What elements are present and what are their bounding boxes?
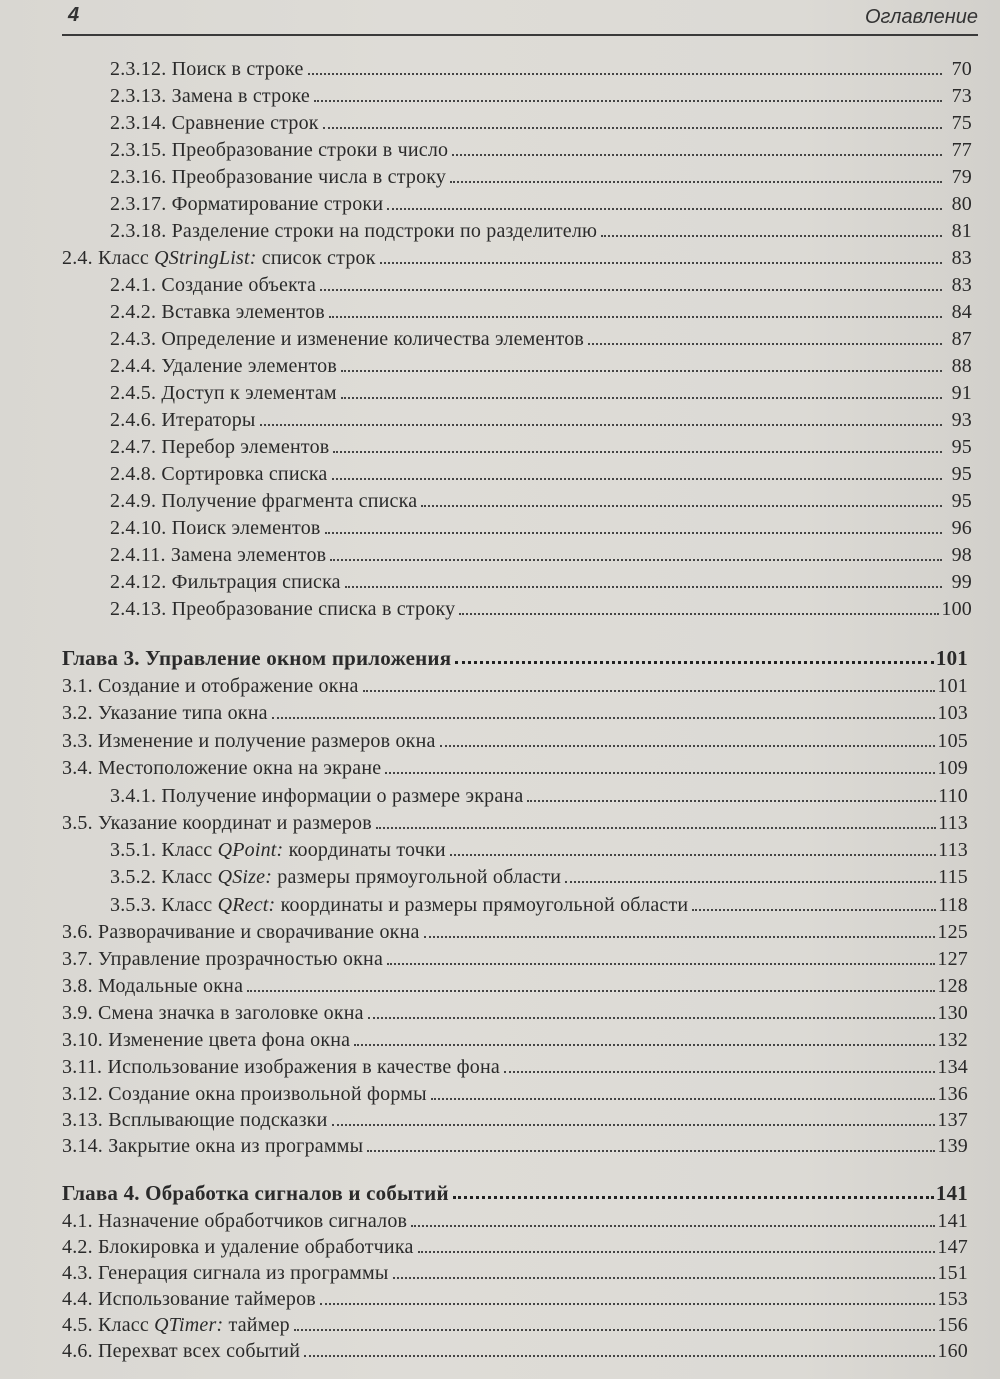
dot-leader — [418, 1251, 936, 1253]
toc-entry-page: 130 — [937, 1002, 968, 1024]
toc-entry-label: 3.1. Создание и отображение окна — [62, 675, 359, 697]
toc-entry-label: 3.14. Закрытие окна из программы — [62, 1135, 364, 1157]
toc-entry — [62, 1258, 968, 1284]
toc-entry-label: 2.4.12. Фильтрация списка — [110, 571, 341, 593]
toc-entry — [110, 540, 972, 566]
toc-entry-page: 118 — [938, 894, 968, 916]
toc-entry-page: 113 — [938, 812, 968, 834]
dot-leader — [393, 1277, 936, 1279]
toc-entry-label: 2.4.7. Перебор элементов — [110, 436, 330, 458]
dot-leader — [260, 424, 942, 426]
dot-leader — [332, 478, 942, 480]
toc-entry-label: 2.4. Класс QStringList: список строк — [62, 247, 376, 269]
toc-entry-label: 3.9. Смена значка в заголовке окна — [62, 1002, 364, 1024]
toc-entry-page: 160 — [937, 1340, 968, 1362]
toc-entry — [62, 1336, 968, 1362]
toc-entry-page: 88 — [951, 355, 972, 377]
toc-entry-page: 141 — [935, 1181, 968, 1205]
dot-leader — [565, 881, 936, 883]
toc-entry — [110, 351, 972, 377]
toc-entry — [110, 162, 972, 188]
toc-entry-label: 2.3.17. Форматирование строки — [110, 193, 384, 215]
toc-entry-label: 3.5. Указание координат и размеров — [62, 812, 372, 834]
toc-entry — [62, 1284, 968, 1310]
toc-entry — [110, 54, 972, 80]
toc-entry — [110, 890, 968, 916]
toc-entry-label: 2.4.13. Преобразование списка в строку — [110, 598, 456, 620]
toc-entry — [62, 1310, 968, 1336]
dot-leader — [341, 397, 942, 399]
toc-entry-label: 3.4.1. Получение информации о размере экрана — [110, 785, 524, 807]
toc-entry-page: 98 — [951, 544, 972, 566]
toc-entry-label: 2.3.15. Преобразование строки в число — [110, 139, 449, 161]
dot-leader — [314, 100, 942, 102]
dot-leader — [304, 1355, 935, 1357]
toc-entry-page: 151 — [937, 1262, 968, 1284]
dot-leader — [455, 661, 934, 664]
toc-entry-page: 127 — [937, 948, 968, 970]
dot-leader — [341, 370, 942, 372]
toc-entry — [110, 81, 972, 107]
toc-entry-label: 4.2. Блокировка и удаление обработчика — [62, 1236, 414, 1258]
dot-leader — [431, 1098, 936, 1100]
dot-leader — [367, 1150, 935, 1152]
toc-entry — [110, 108, 972, 134]
toc-entry — [62, 1105, 968, 1131]
toc-entry-page: 91 — [951, 382, 972, 404]
toc-entry — [110, 378, 972, 404]
toc-entry — [62, 1025, 968, 1051]
toc-entry-page: 81 — [951, 220, 972, 242]
toc-entry-page: 139 — [937, 1135, 968, 1157]
toc-entry-label: 3.5.2. Класс QSize: размеры прямоугольной области — [110, 866, 562, 888]
toc-entry-label: 2.4.8. Сортировка списка — [110, 463, 328, 485]
toc-entry-page: 101 — [937, 675, 968, 697]
toc-entry-page: 77 — [951, 139, 972, 161]
toc-entry-label: 2.3.13. Замена в строке — [110, 85, 311, 107]
dot-leader — [320, 1303, 935, 1305]
dot-leader — [376, 827, 936, 829]
dot-leader — [320, 289, 942, 291]
toc-entry-page: 147 — [937, 1236, 968, 1258]
dot-leader — [323, 127, 942, 129]
dot-leader — [332, 1124, 936, 1126]
toc-entry-page: 83 — [951, 274, 972, 296]
toc-entry-label: Глава 3. Управление окном приложения — [62, 646, 452, 670]
dot-leader — [329, 316, 942, 318]
toc-entry-page: 110 — [938, 785, 968, 807]
toc-entry-label: 3.7. Управление прозрачностью окна — [62, 948, 384, 970]
toc-entry — [62, 698, 968, 724]
toc-entry-label: 2.4.1. Создание объекта — [110, 274, 317, 296]
toc-entry-label: 4.6. Перехват всех событий — [62, 1340, 301, 1362]
dot-leader — [330, 559, 942, 561]
toc-entry — [62, 808, 968, 834]
toc-entry-label: 2.4.11. Замена элементов — [110, 544, 327, 566]
dot-leader — [380, 262, 942, 264]
dot-leader — [294, 1329, 936, 1331]
toc-entry-label: 2.3.16. Преобразование числа в строку — [110, 166, 447, 188]
toc-entry — [110, 216, 972, 242]
toc-entry-page: 103 — [937, 702, 968, 724]
dot-leader — [387, 208, 942, 210]
toc-entry-label: 3.11. Использование изображения в качестве фона — [62, 1056, 500, 1078]
dot-leader — [452, 154, 942, 156]
dot-leader — [450, 854, 936, 856]
toc-entry-page: 109 — [937, 757, 968, 779]
toc-entry — [62, 917, 968, 943]
dot-leader — [527, 800, 936, 802]
toc-entry-label: 3.10. Изменение цвета фона окна — [62, 1029, 351, 1051]
dot-leader — [411, 1225, 935, 1227]
toc-entry — [62, 671, 968, 697]
toc-entry-page: 95 — [951, 436, 972, 458]
toc-entry-label: 2.4.4. Удаление элементов — [110, 355, 337, 377]
toc-entry — [62, 243, 972, 269]
toc-entry-label: 2.3.12. Поиск в строке — [110, 58, 304, 80]
toc-entry-page: 95 — [951, 463, 972, 485]
toc-entry — [110, 135, 972, 161]
dot-leader — [421, 505, 942, 507]
dot-leader — [450, 181, 942, 183]
toc-entry-page: 113 — [938, 839, 968, 861]
toc-entry — [110, 297, 972, 323]
dot-leader — [272, 717, 936, 719]
dot-leader — [424, 936, 936, 938]
toc-entry-label: 3.12. Создание окна произвольной формы — [62, 1083, 427, 1105]
running-title: Оглавление — [864, 6, 978, 28]
toc-entry-page: 83 — [951, 247, 972, 269]
toc-entry-page: 137 — [937, 1109, 968, 1131]
toc-entry-page: 79 — [951, 166, 972, 188]
toc-entry-page: 128 — [937, 975, 968, 997]
toc-entry — [110, 594, 972, 620]
dot-leader — [345, 586, 942, 588]
toc-entry-page: 75 — [951, 112, 972, 134]
toc-entry-page: 73 — [951, 85, 972, 107]
toc-entry — [62, 753, 968, 779]
dot-leader — [308, 73, 942, 75]
toc-entry-label: 3.2. Указание типа окна — [62, 702, 268, 724]
toc-entry-label: 2.3.14. Сравнение строк — [110, 112, 319, 134]
toc-entry — [62, 726, 968, 752]
toc-entry — [110, 405, 972, 431]
toc-entry-page: 105 — [937, 730, 968, 752]
dot-leader — [459, 613, 939, 615]
toc-entry-label: 3.5.1. Класс QPoint: координаты точки — [110, 839, 446, 861]
toc-entry — [110, 270, 972, 296]
toc-entry-label: 3.13. Всплывающие подсказки — [62, 1109, 328, 1131]
toc-entry — [62, 1079, 968, 1105]
toc-entry — [110, 486, 972, 512]
toc-entry-label: 2.4.5. Доступ к элементам — [110, 382, 337, 404]
toc-entry-label: 2.4.10. Поиск элементов — [110, 517, 321, 539]
toc-entry-page: 132 — [937, 1029, 968, 1051]
toc-entry-label: 4.1. Назначение обработчиков сигналов — [62, 1210, 408, 1232]
toc-entry — [110, 567, 972, 593]
toc-entry-page: 93 — [951, 409, 972, 431]
dot-leader — [247, 990, 935, 992]
toc-entry-label: 2.3.18. Разделение строки на подстроки по разделителю — [110, 220, 598, 242]
toc-entry — [110, 459, 972, 485]
toc-entry-page: 84 — [951, 301, 972, 323]
toc-entry-label: 4.4. Использование таймеров — [62, 1288, 316, 1310]
toc-entry-label: 3.5.3. Класс QRect: координаты и размеры прямоугольной области — [110, 894, 689, 916]
dot-leader — [588, 343, 942, 345]
toc-entry-label: 2.4.2. Вставка элементов — [110, 301, 325, 323]
chapter-entry — [62, 643, 968, 669]
page-header — [62, 0, 978, 36]
toc-entry-page: 141 — [937, 1210, 968, 1232]
toc-entry — [62, 1052, 968, 1078]
toc-entry-page: 125 — [937, 921, 968, 943]
dot-leader — [440, 745, 936, 747]
toc-entry-page: 99 — [951, 571, 972, 593]
toc-entry-label: 3.3. Изменение и получение размеров окна — [62, 730, 436, 752]
toc-entry — [62, 1232, 968, 1258]
toc-entry-page: 70 — [951, 58, 972, 80]
toc-entry-page: 80 — [951, 193, 972, 215]
toc-entry-label: 3.4. Местоположение окна на экране — [62, 757, 382, 779]
toc-entry-page: 156 — [937, 1314, 968, 1336]
toc-entry-label: 2.4.9. Получение фрагмента списка — [110, 490, 418, 512]
toc-entry — [110, 513, 972, 539]
toc-entry-page: 115 — [938, 866, 968, 888]
toc-entry-label: Глава 4. Обработка сигналов и событий — [62, 1181, 449, 1205]
toc-entry — [62, 1206, 968, 1232]
toc-entry — [110, 324, 972, 350]
toc-entry-page: 95 — [951, 490, 972, 512]
toc-entry — [62, 998, 968, 1024]
toc-entry-page: 101 — [935, 646, 968, 670]
toc-entry-page: 134 — [937, 1056, 968, 1078]
toc-entry-label: 2.4.6. Итераторы — [110, 409, 256, 431]
dot-leader — [504, 1071, 935, 1073]
toc-entry-label: 3.6. Разворачивание и сворачивание окна — [62, 921, 420, 943]
toc-entry-page: 96 — [951, 517, 972, 539]
toc-entry-label: 2.4.3. Определение и изменение количества элементов — [110, 328, 585, 350]
toc-entry-page: 153 — [937, 1288, 968, 1310]
dot-leader — [333, 451, 942, 453]
dot-leader — [385, 772, 935, 774]
dot-leader — [692, 909, 936, 911]
dot-leader — [354, 1044, 935, 1046]
dot-leader — [363, 690, 936, 692]
toc-entry-label: 4.5. Класс QTimer: таймер — [62, 1314, 290, 1336]
toc-entry — [62, 944, 968, 970]
dot-leader — [387, 963, 935, 965]
dot-leader — [368, 1017, 936, 1019]
toc-entry — [110, 835, 968, 861]
toc-entry — [62, 971, 968, 997]
dot-leader — [601, 235, 942, 237]
toc-entry — [110, 432, 972, 458]
page-number: 4 — [68, 4, 80, 26]
toc-entry — [110, 189, 972, 215]
toc-entry-page: 100 — [941, 598, 972, 620]
toc-entry-label: 3.8. Модальные окна — [62, 975, 244, 997]
chapter-entry — [62, 1178, 968, 1204]
toc-entry — [62, 1131, 968, 1157]
toc-entry — [110, 781, 968, 807]
toc-entry — [110, 862, 968, 888]
toc-entry-page: 136 — [937, 1083, 968, 1105]
dot-leader — [453, 1196, 934, 1199]
toc-entry-page: 87 — [951, 328, 972, 350]
toc-entry-label: 4.3. Генерация сигнала из программы — [62, 1262, 389, 1284]
dot-leader — [325, 532, 942, 534]
